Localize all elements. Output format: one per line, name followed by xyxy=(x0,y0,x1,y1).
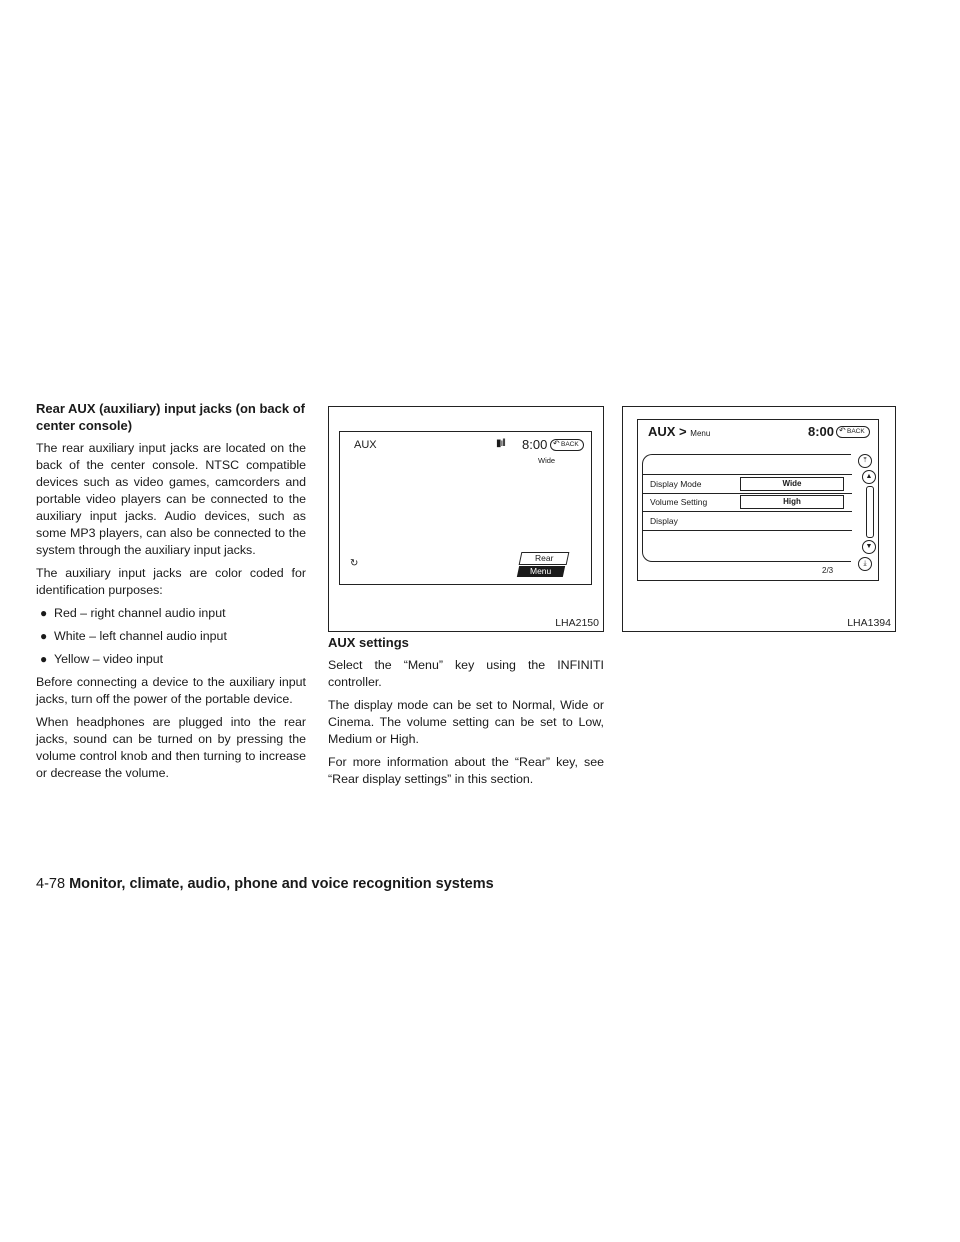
figure-aux-screen xyxy=(328,406,604,632)
bullet-icon: ● xyxy=(40,652,48,666)
paragraph: The display mode can be set to Normal, Wide or Cinema. The volume setting can be set to Low, Medium or High. xyxy=(328,698,604,746)
paragraph: The rear auxiliary input jacks are located on the back of the center console. NTSC compatible devices such as video games, camcorders and portable video players can be connected to the auxiliary input jacks. Audio devices, such as some MP3 players, can also be connected to the system through the auxiliary input jacks. xyxy=(36,441,306,557)
paragraph: For more information about the “Rear” key, see “Rear display settings” in this section. xyxy=(328,755,604,786)
page-footer xyxy=(36,876,494,892)
section-heading: AUX settings xyxy=(328,635,409,650)
row-value: Wide xyxy=(740,477,844,491)
row-value: High xyxy=(740,495,844,509)
clock: 8:00 xyxy=(522,437,548,452)
page-number: 4-78 xyxy=(36,876,66,892)
scrollbar[interactable] xyxy=(866,486,874,538)
screen-title: AUX xyxy=(354,439,377,451)
section-heading: Rear AUX (auxiliary) input jacks (on back of center console) xyxy=(36,401,305,433)
back-arrow-icon: ↶ xyxy=(553,439,560,448)
row-label: Volume Setting xyxy=(650,497,708,507)
scroll-down-icon[interactable]: ▼ xyxy=(862,540,876,554)
rear-aux-section xyxy=(36,400,306,788)
list-item: ● White – left channel audio input xyxy=(40,629,227,643)
clock: 8:00 xyxy=(808,424,835,439)
scroll-top-icon[interactable]: ⤒ xyxy=(858,454,872,468)
signal-icon: ▮ıll xyxy=(496,438,505,449)
bullet-icon: ● xyxy=(40,629,48,643)
paragraph: Select the “Menu” key using the INFINITI controller. xyxy=(328,658,604,689)
list-item: ● Yellow – video input xyxy=(40,652,164,666)
page-indicator: 2/3 xyxy=(822,566,834,575)
menu-row-display[interactable] xyxy=(642,512,852,531)
menu-title: AUX > Menu xyxy=(648,424,711,439)
menu-button[interactable]: Menu xyxy=(517,566,565,577)
rear-button[interactable]: Rear xyxy=(519,552,570,565)
back-arrow-icon: ↶ xyxy=(839,426,846,435)
paragraph: When headphones are plugged into the rear jacks, sound can be turned on by pressing the volume control knob and then turning to increase or decrease the volume. xyxy=(36,715,306,780)
figure-aux-menu xyxy=(622,406,896,632)
back-button[interactable]: ↶ BACK xyxy=(550,439,584,451)
aux-screen xyxy=(339,431,592,585)
aux-settings-section xyxy=(328,634,604,794)
display-mode-tag: Wide xyxy=(538,456,556,465)
figure-label: LHA1394 xyxy=(847,617,891,629)
paragraph: Before connecting a device to the auxiliary input jacks, turn off the power of the portable device. xyxy=(36,675,306,706)
row-label: Display xyxy=(650,516,678,526)
menu-subtitle: Menu xyxy=(690,429,711,438)
bullet-icon: ● xyxy=(40,606,48,620)
paragraph: The auxiliary input jacks are color coded for identification purposes: xyxy=(36,566,306,597)
aux-menu-screen xyxy=(637,419,879,581)
chapter-title: Monitor, climate, audio, phone and voice recognition systems xyxy=(69,876,494,892)
scroll-bottom-icon[interactable]: ⤓ xyxy=(858,557,872,571)
scroll-up-icon[interactable]: ▲ xyxy=(862,470,876,484)
figure-label: LHA2150 xyxy=(555,617,599,629)
loop-icon: ↻ xyxy=(350,558,359,569)
list-item: ● Red – right channel audio input xyxy=(40,606,226,620)
back-button[interactable]: ↶ BACK xyxy=(836,426,870,438)
menu-row-volume-setting[interactable] xyxy=(642,493,852,512)
menu-row-display-mode[interactable] xyxy=(642,474,852,494)
row-label: Display Mode xyxy=(650,479,702,489)
color-code-list xyxy=(36,605,306,668)
